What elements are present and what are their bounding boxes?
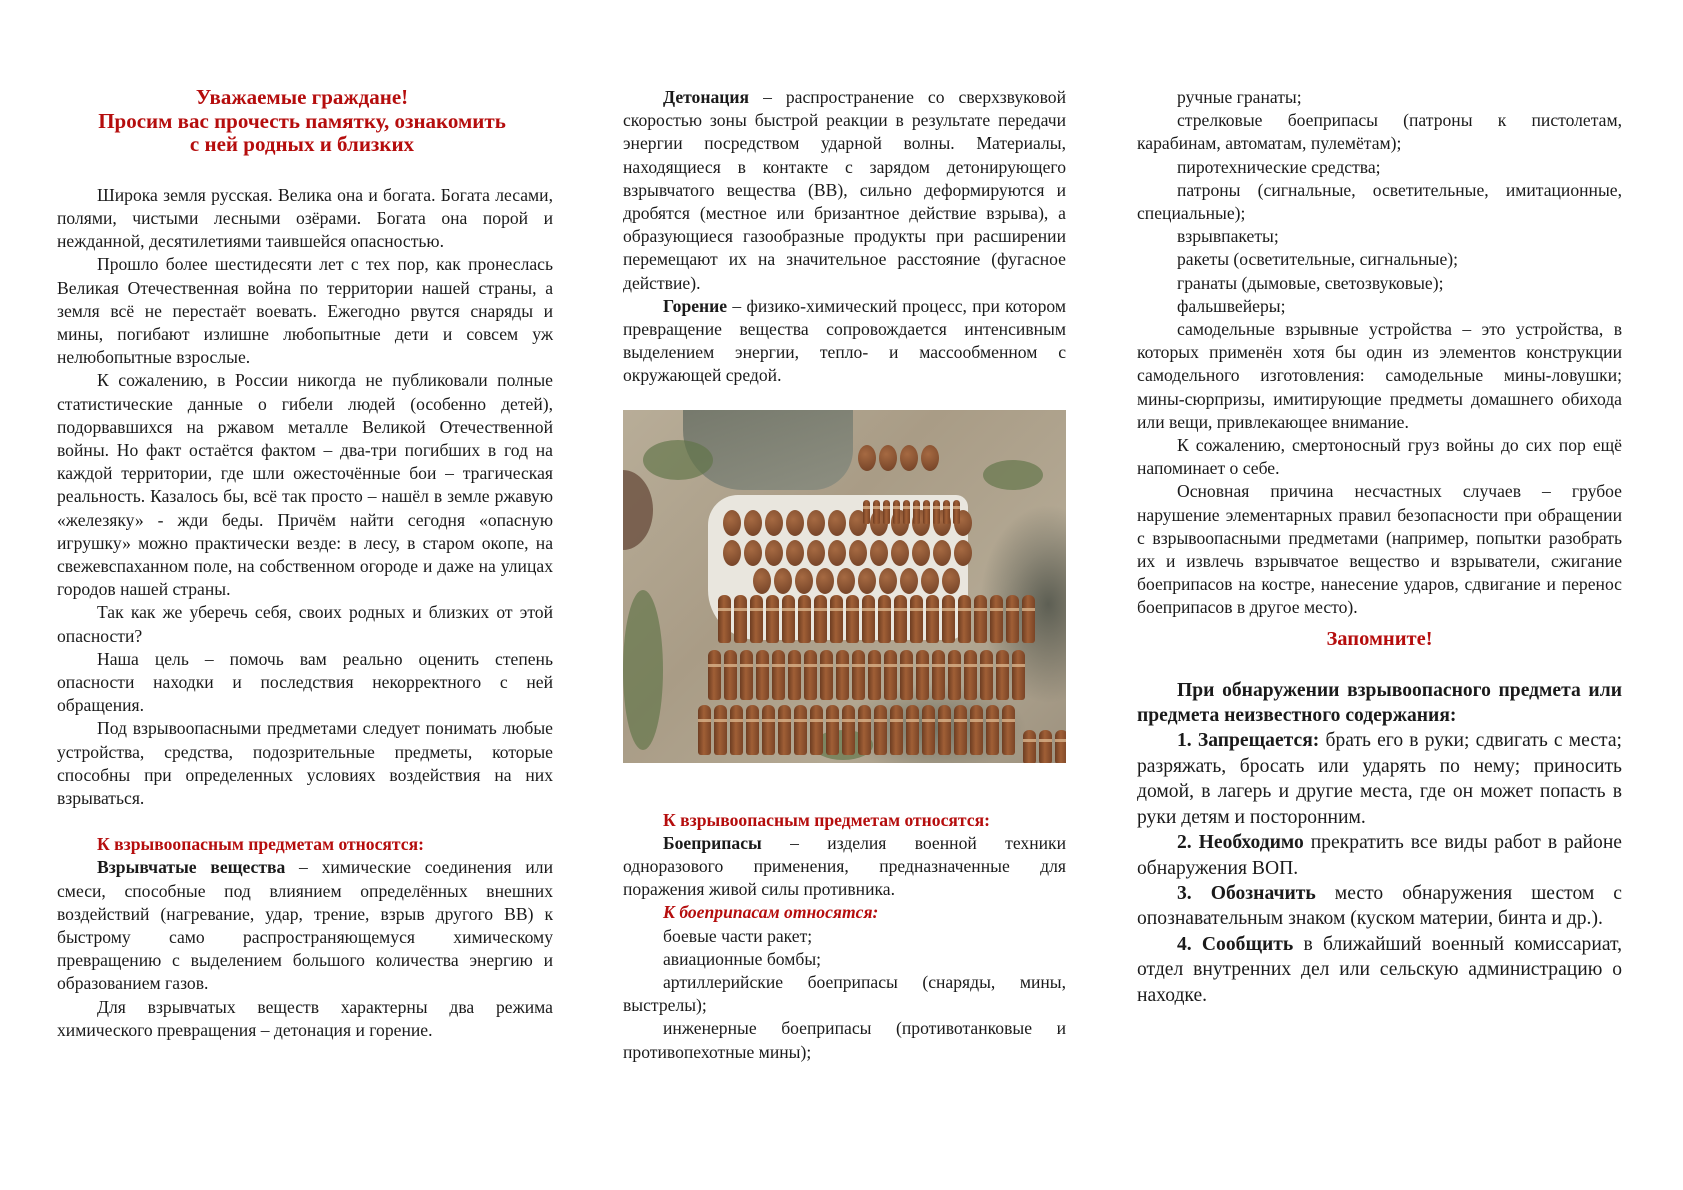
rule-3 [1137, 881, 1622, 932]
photo-grass [623, 590, 663, 750]
photo-grenades-row [723, 540, 972, 566]
ammo-list-item: пиротехнические средства; [1177, 156, 1381, 177]
goal-paragraph: Наша цель – помочь вам реально оценить степень опасности находки и последствия некорректного с ней обращения. [57, 648, 553, 716]
photo-cartridges-row [863, 500, 960, 524]
ammo-list-item: стрелковые боеприпасы (патроны к пистолетам, карабинам, автоматам, пулемётам); [1137, 110, 1622, 154]
title-line-1: Уважаемые граждане! [195, 85, 409, 109]
photo-shells-row [708, 650, 1025, 700]
section-heading-explosive-items: К взрывоопасным предметам относятся: [97, 834, 424, 855]
title-line-3: с ней родных и близких [189, 132, 415, 157]
left-column [57, 86, 553, 1042]
reminder-paragraph: К сожалению, смертоносный груз войны до сих пор ещё напоминает о себе. [1137, 435, 1622, 479]
photo-shells-corner [1023, 730, 1066, 763]
ammo-definition: – изделия военной техники одноразового применения, предназначенные для поражения живой силы противника. [623, 832, 1066, 900]
combustion-term: Горение [663, 295, 728, 316]
remember-heading: Запомните! [1326, 627, 1433, 650]
ammunition-photo [623, 410, 1066, 763]
detonation-term: Детонация [663, 87, 750, 107]
ammo-list-item: ракеты (осветительные, сигнальные); [1177, 249, 1459, 270]
ammo-list-item: патроны (сигнальные, осветительные, имитационные, специальные); [1137, 179, 1622, 224]
combustion-definition: – физико-химический процесс, при котором превращение вещества сопровождается интенсивным выделением энергии, тепло- и массообменном с окружающей средой. [623, 295, 1066, 386]
rule-1 [1137, 728, 1622, 830]
rule-4-label: 4. Сообщить [1177, 933, 1294, 955]
rule-1-text: брать его в руки; сдвигать с места; разряжать, бросать или ударять по нему; приносить домой, в лагерь и другие места, где он может попасть в руки детям и посторонним. [1137, 730, 1622, 828]
modes-paragraph: Для взрывчатых веществ характерны два режима химического превращения – детонация и горение. [57, 996, 553, 1040]
ammo-list-item: авиационные бомбы; [663, 948, 822, 969]
ammo-list-item: самодельные взрывные устройства – это устройства, в которых применён хотя бы один из элементов конструкции самодельного изготовления: самодельные мины-ловушки; мины-сюрпризы, имитирующие предметы домашнего обихода или вещи, привлекающее внимание. [1137, 319, 1622, 432]
rule-3-text: место обнаружения шестом с опознавательным знаком (куском материи, бинта и др.). [1137, 882, 1623, 930]
discovery-heading: При обнаружении взрывоопасного предмета или предмета неизвестного содержания: [1137, 679, 1622, 727]
cause-paragraph: Основная причина несчастных случаев – грубое нарушение элементарных правил безопасности при обращении с взрывоопасными предметами (например, попытки разобрать их и извлечь взрывчатое вещество и взрыватели, сжигание боеприпасов на костре, нанесение ударов, сдвигание и перенос боеприпасов в другое место). [1137, 481, 1622, 618]
statistics-paragraph: К сожалению, в России никогда не публиковали полные статистические данные о гибели людей (особенно детей), подорвавшихся на ржавом металле Великой Отечественной войны. Но факт остаётся фактом – два-три погибших в год на каждой территории, где шли ожесточённые бои – трагическая реальность. Казалось бы, всё так просто – нашёл в земле ржавую «железяку» - жди беды. Причём найти сегодня «опасную игрушку» можно практически везде: в лесу, в старом окопе, на свежевспаханном поле, на собственном огороде и даже на улицах городов нашей страны. [57, 370, 553, 600]
ammo-list-item: боевые части ракет; [663, 925, 813, 946]
explosives-term: Взрывчатые вещества [97, 857, 286, 878]
ammo-list-item: артиллерийские боеприпасы (снаряды, мины, выстрелы); [623, 972, 1066, 1016]
rule-2-text: прекратить все виды работ в районе обнаружения ВОП. [1137, 832, 1622, 879]
ammo-list-item: ручные гранаты; [1177, 87, 1302, 107]
photo-shells-row [698, 705, 1015, 755]
ammo-subheading: К боеприпасам относятся: [663, 902, 879, 923]
rule-2-label: 2. Необходимо [1177, 832, 1304, 854]
middle-column [623, 86, 1066, 1064]
detonation-paragraph [623, 86, 1066, 295]
explosives-paragraph [57, 856, 553, 995]
right-column [1137, 86, 1622, 1008]
ammo-list-item: инженерные боеприпасы (противотанковые и противопехотные мины); [623, 1018, 1066, 1062]
rule-4 [1137, 932, 1622, 1008]
rule-4-text: в ближайший военный комиссариат, отдел внутренних дел или сельскую администрацию о находке. [1137, 933, 1623, 1006]
photo-rusty-disc [623, 470, 653, 550]
question-paragraph: Так как же уберечь себя, своих родных и близких от этой опасности? [57, 602, 553, 646]
rule-3-label: 3. Обозначить [1177, 882, 1316, 904]
ammo-list-item: фальшвейеры; [1177, 295, 1286, 316]
definition-paragraph: Под взрывоопасными предметами следует понимать любые устройства, средства, подозрительные предметы, которые способны при определенных условиях воздействия на них взрываться. [57, 718, 553, 809]
rule-1-label: 1. Запрещается: [1177, 730, 1320, 752]
page-title [51, 86, 553, 157]
photo-grass [643, 440, 713, 480]
intro-paragraph: Широка земля русская. Велика она и богата. Богата лесами, полями, чистыми лесными озёрами. Богата она порой и нежданной, десятилетиями таившейся опасностью. [57, 184, 553, 252]
photo-shells-row [718, 595, 1035, 643]
ammo-paragraph [623, 832, 1066, 902]
section-heading-explosive-items-2: К взрывоопасным предметам относятся: [663, 809, 990, 830]
rule-2 [1137, 830, 1622, 881]
ammo-list-item: взрывпакеты; [1177, 226, 1279, 247]
photo-grenade-pile [858, 445, 939, 471]
explosives-definition: – химические соединения или смеси, способные под влиянием определённых внешних воздействий (нагревание, удар, трение, взрыв другого ВВ) к быстрому само распространяющемуся химическому превращению с выделением большого количества энергию и образованием газов. [57, 857, 553, 994]
ammo-list-item: гранаты (дымовые, светозвуковые); [1177, 272, 1444, 293]
photo-grenades-row [753, 568, 960, 594]
instructions-section [1137, 678, 1622, 1008]
title-line-2: Просим вас прочесть памятку, ознакомить [98, 108, 506, 133]
detonation-definition: – распространение со сверхзвуковой скоростью зоны быстрой реакции в результате передачи энергии посредством ударной волны. Материалы, находящиеся в контакте с зарядом детонирующего взрывчатого вещества (ВВ), сильно деформируются и дробятся (местное или бризантное действие взрыва), а образующиеся газообразные продукты при расширении перемещают их на значительное расстояние (фугасное действие). [623, 87, 1066, 293]
history-paragraph: Прошло более шестидесяти лет с тех пор, как пронеслась Великая Отечественная война по территории нашей страны, а земля всё не перестаёт воевать. Ежегодно рвутся снаряды и мины, погибают излишне любопытные дети и совсем уж нелюбопытные взрослые. [57, 254, 553, 368]
ammo-term: Боеприпасы [663, 832, 762, 853]
photo-grass [983, 460, 1043, 490]
combustion-paragraph [623, 295, 1066, 388]
